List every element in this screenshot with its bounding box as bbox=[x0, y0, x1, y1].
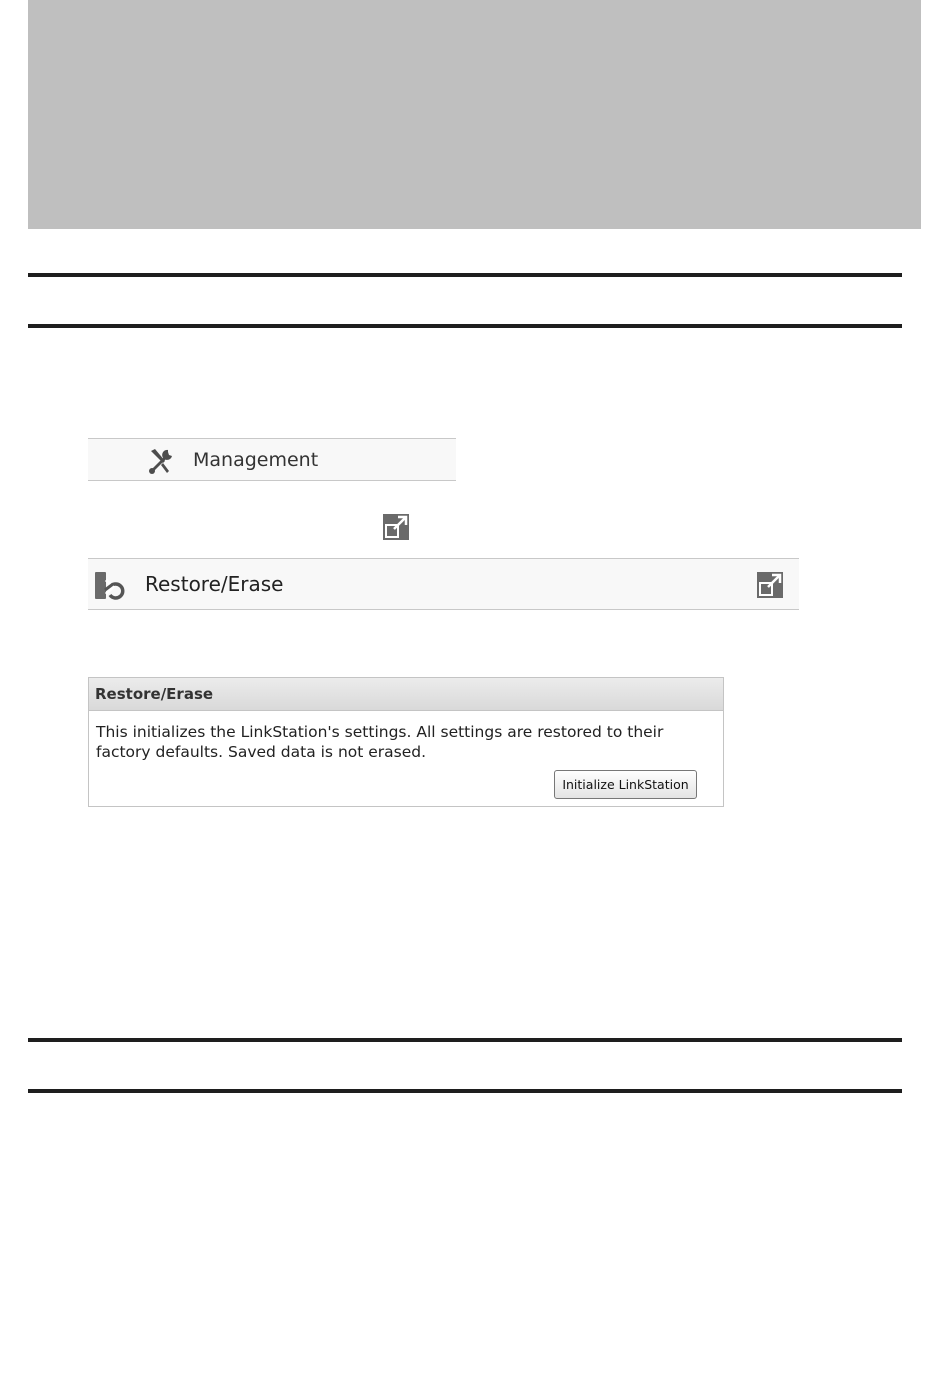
initialize-linkstation-button[interactable]: Initialize LinkStation bbox=[554, 770, 697, 799]
menu-item-restore-erase-label: Restore/Erase bbox=[145, 572, 284, 596]
menu-item-restore-erase[interactable] bbox=[88, 558, 799, 610]
menu-item-management-label: Management bbox=[193, 449, 319, 471]
section-rule-top bbox=[28, 273, 902, 277]
expand-window-icon[interactable] bbox=[756, 571, 784, 599]
top-banner bbox=[28, 0, 921, 229]
restore-arrow-icon bbox=[93, 570, 125, 602]
wrench-screwdriver-icon bbox=[146, 447, 176, 475]
panel-title: Restore/Erase bbox=[89, 678, 723, 711]
menu-item-management[interactable] bbox=[88, 438, 456, 481]
section-rule-bottom bbox=[28, 1038, 902, 1042]
restore-erase-panel bbox=[88, 677, 724, 807]
panel-description: This initializes the LinkStation's settings. All settings are restored to their factory defaults. Saved data is not erased. bbox=[96, 723, 664, 761]
section-rule-top-lower bbox=[28, 324, 902, 328]
expand-window-icon bbox=[382, 513, 410, 541]
section-rule-bottom-lower bbox=[28, 1089, 902, 1093]
